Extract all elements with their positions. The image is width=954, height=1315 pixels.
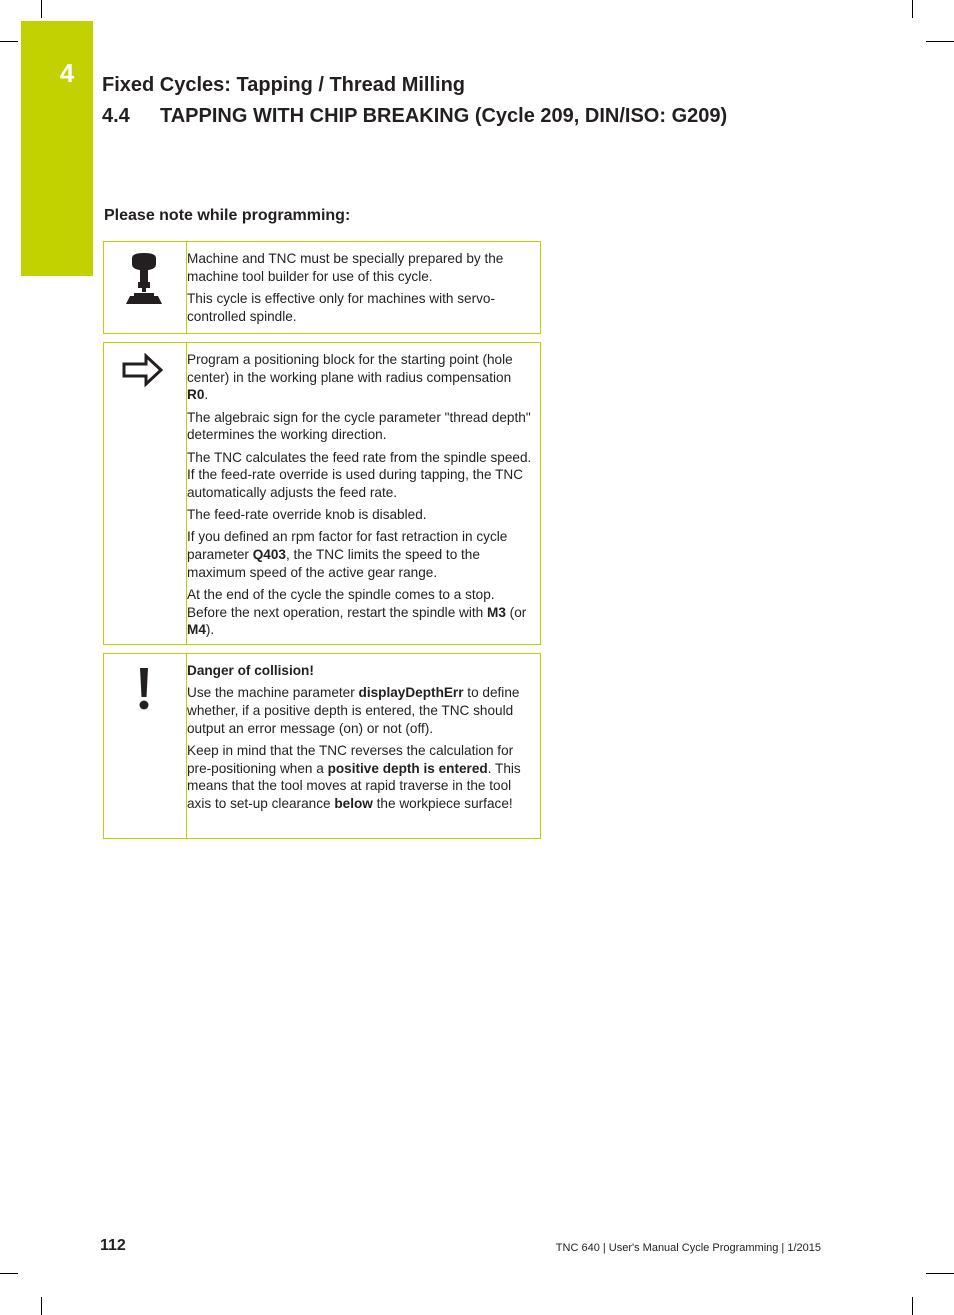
code-displaydeptherr: displayDepthErr [358, 685, 464, 701]
machine-note-text [187, 250, 532, 330]
bold-run: below [334, 795, 373, 811]
chapter-title: Fixed Cycles: Tapping / Thread Milling [102, 74, 466, 96]
text-run: . [204, 387, 209, 403]
icon-column [104, 242, 187, 333]
section-title-text: TAPPING WITH CHIP BREAKING (Cycle 209, DIN/ISO: G209) [160, 105, 728, 127]
footer-document: TNC 640 | User's Manual Cycle Programming | 1/2015 [555, 1242, 821, 1254]
code-q403: Q403 [252, 547, 286, 563]
bold-run: positive depth is entered [327, 760, 488, 776]
programming-note-text [187, 351, 532, 644]
text-run: to define whether, if a positive depth is entered, the TNC should output an error message (on) or not (off). [187, 685, 520, 736]
text-run: At the end of the cycle the spindle comes to a stop. Before the next operation, restart the spindle with [187, 586, 495, 620]
paragraph [187, 586, 532, 639]
crop-mark [926, 1273, 954, 1274]
icon-column [104, 343, 187, 644]
text-run: . This means that the tool moves at rapid traverse in the tool axis to set-up clearance [187, 760, 521, 811]
code-m4: M4 [187, 622, 206, 638]
crop-mark [912, 0, 913, 18]
text-run: , the TNC limits the speed to the maximum speed of the active gear range. [187, 547, 480, 580]
text-run: the workpiece surface! [372, 795, 513, 811]
section-title [102, 104, 727, 128]
exclamation-icon [137, 666, 151, 712]
warning-title [187, 662, 532, 680]
crop-mark [41, 0, 42, 18]
crop-mark [0, 41, 18, 42]
text-run: If you defined an rpm factor for fast retraction in cycle parameter [187, 529, 508, 563]
crop-mark [0, 1273, 18, 1274]
warning-note-text [187, 662, 532, 817]
text-run: Program a positioning block for the starting point (hole center) in the working plane with radius compensation [187, 352, 513, 385]
text-run: Keep in mind that the TNC reverses the calculation for pre-positioning when a [187, 742, 514, 776]
warning-note [103, 653, 541, 839]
icon-column [104, 654, 187, 838]
paragraph [187, 351, 532, 404]
paragraph: This cycle is effective only for machines with servo-controlled spindle. [187, 290, 495, 324]
crop-mark [926, 41, 954, 42]
notes-heading: Please note while programming: [104, 207, 351, 224]
section-number: 4.4 [102, 105, 130, 127]
crop-mark [41, 1297, 42, 1315]
code-r0: R0 [187, 387, 205, 403]
text-run: Use the machine parameter [187, 685, 359, 701]
warning-title-text: Danger of collision! [187, 663, 314, 678]
arrow-right-icon [121, 353, 165, 387]
text-run: ). [205, 622, 215, 638]
chapter-number: 4 [59, 58, 75, 88]
paragraph: The algebraic sign for the cycle parameter "thread depth" determines the working direction. [187, 409, 531, 443]
text-run: (or [505, 604, 527, 620]
page-number: 112 [100, 1237, 126, 1254]
paragraph: Machine and TNC must be specially prepared by the machine tool builder for use of this cycle. [187, 251, 504, 284]
crop-mark [912, 1297, 913, 1315]
paragraph [187, 684, 532, 737]
paragraph: The feed-rate override knob is disabled. [187, 507, 427, 523]
paragraph [187, 742, 532, 813]
paragraph: The TNC calculates the feed rate from the spindle speed. If the feed-rate override is used during tapping, the TNC automatically adjusts the feed rate. [187, 449, 532, 500]
paragraph [187, 528, 532, 581]
machine-icon [124, 252, 164, 306]
machine-note [103, 241, 541, 334]
code-m3: M3 [487, 604, 506, 620]
programming-note [103, 342, 541, 645]
